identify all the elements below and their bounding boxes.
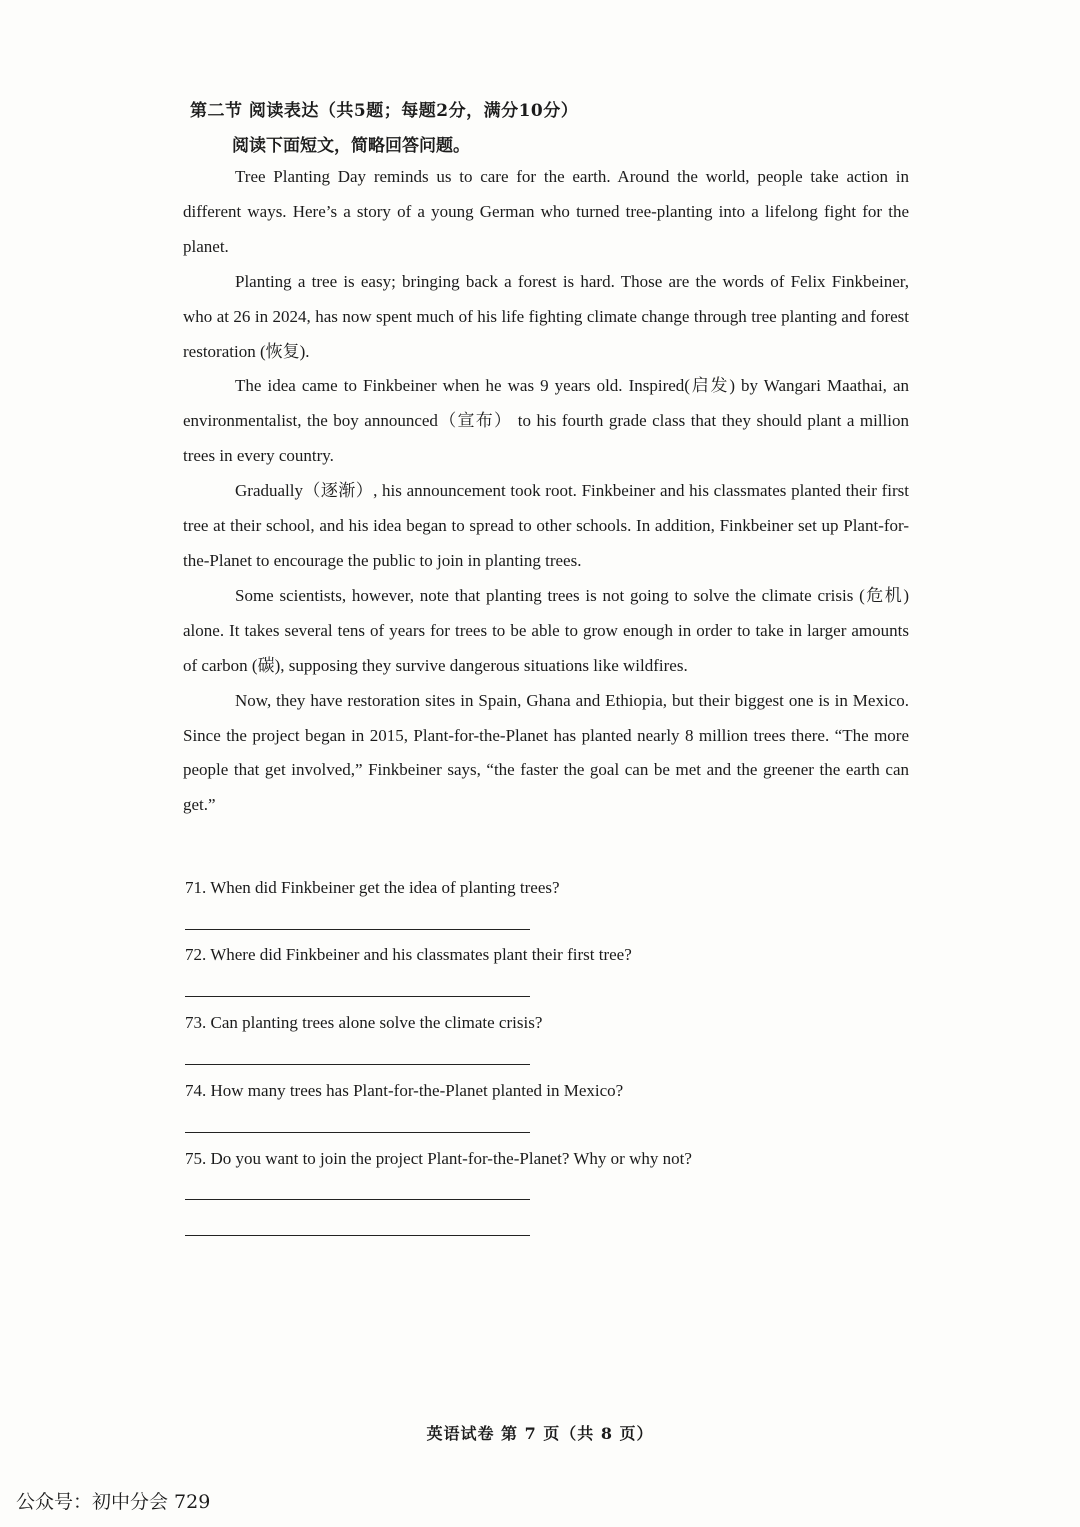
section-heading: 第二节 阅读表达（共5题；每题2分，满分10分） <box>190 101 579 121</box>
watermark-text: 公众号：初中分会 729 <box>16 1491 211 1513</box>
answer-line-75b[interactable] <box>185 1235 530 1236</box>
passage-paragraph-1: Tree Planting Day reminds us to care for the earth. Around the world, people take action in different ways. Here’s a story of a young German who turned tree-planting into a lifelong fight for the planet. <box>183 167 909 256</box>
passage-paragraph-3: The idea came to Finkbeiner when he was 9 years old. Inspired(启发) by Wangari Maathai, an environmentalist, the boy announced（宣布） to his fourth grade class that they should plant a million trees in every country. <box>183 376 909 466</box>
answer-line-71[interactable] <box>185 929 530 930</box>
passage-paragraph-6: Now, they have restoration sites in Spain, Ghana and Ethiopia, but their biggest one is in Mexico. Since the project began in 2015, Plant-for-the-Planet has planted nearly 8 million trees there. “The more people that get involved,” Finkbeiner says, “the faster the goal can be met and the greener the earth can get.” <box>183 690 909 815</box>
question-73: 73. Can planting trees alone solve the climate crisis? <box>185 1013 543 1032</box>
page-footer: 英语试卷 第 7 页（共 8 页） <box>426 1424 654 1443</box>
reading-passage <box>183 160 909 823</box>
question-74: 74. How many trees has Plant-for-the-Planet planted in Mexico? <box>185 1081 624 1100</box>
question-72: 72. Where did Finkbeiner and his classmates plant their first tree? <box>185 945 632 964</box>
passage-paragraph-2: Planting a tree is easy; bringing back a forest is hard. Those are the words of Felix Finkbeiner, who at 26 in 2024, has now spent much of his life fighting climate change through tree planting and forest restoration (恢复). <box>183 271 909 361</box>
answer-line-72[interactable] <box>185 996 530 997</box>
answer-line-75a[interactable] <box>185 1199 530 1200</box>
answer-line-73[interactable] <box>185 1064 530 1065</box>
passage-paragraph-5: Some scientists, however, note that planting trees is not going to solve the climate crisis (危机) alone. It takes several tens of years for trees to be able to grow enough in order to take in larger amounts of carbon (碳), supposing they survive dangerous situations like wildfires. <box>183 585 909 675</box>
passage-paragraph-4: Gradually（逐渐）, his announcement took root. Finkbeiner and his classmates planted their first tree at their school, and his idea began to spread to other schools. In addition, Finkbeiner set up Plant-for-the-Planet to encourage the public to join in planting trees. <box>183 481 909 570</box>
question-71: 71. When did Finkbeiner get the idea of planting trees? <box>185 878 560 897</box>
answer-line-74[interactable] <box>185 1132 530 1133</box>
question-75: 75. Do you want to join the project Plant-for-the-Planet? Why or why not? <box>185 1149 692 1168</box>
section-instruction: 阅读下面短文，简略回答问题。 <box>232 136 470 156</box>
